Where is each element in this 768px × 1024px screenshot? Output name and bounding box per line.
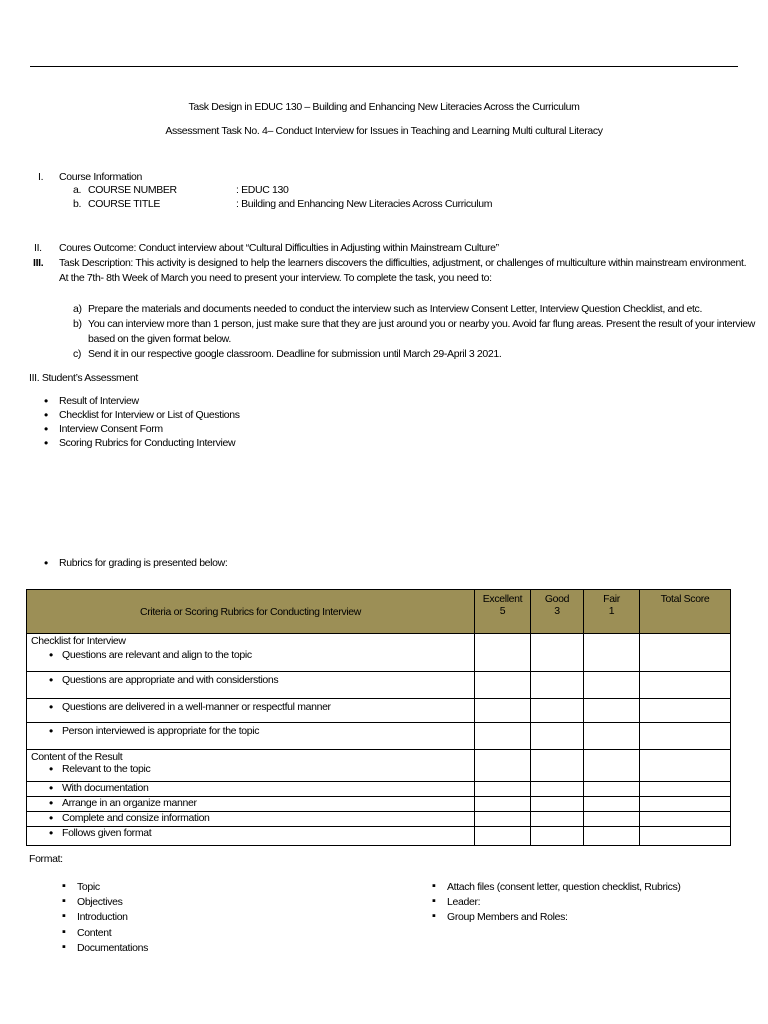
list-item: • Scoring Rubrics for Conducting Interview: [59, 437, 235, 449]
score-cell[interactable]: [640, 827, 731, 846]
criteria-cell: [27, 827, 475, 846]
format-item: ▪ Introduction: [77, 911, 128, 923]
criterion: • Complete and consize information: [31, 812, 474, 824]
criteria-cell: [27, 797, 475, 812]
table-row: [27, 797, 731, 812]
task-item: You can interview more than 1 person, just make sure that they are just around you or nearby you. Avoid far flung areas. Present the result of your interview: [88, 318, 756, 330]
task-text: This activity is designed to help the learners discovers the difficulties, adjustment, or challenges of multiculture within mainstream environment.: [133, 257, 747, 269]
table-row: [27, 672, 731, 699]
score-cell[interactable]: [640, 699, 731, 723]
criteria-cell: [27, 699, 475, 723]
total-header: Total Score: [640, 590, 731, 634]
score-cell[interactable]: [475, 812, 531, 827]
course-number-value: : EDUC 130: [236, 184, 289, 196]
header-rule: [30, 66, 738, 67]
score-cell[interactable]: [531, 812, 584, 827]
document-subtitle: Assessment Task No. 4– Conduct Interview for Issues in Teaching and Learning Multi cultural Literacy: [165, 125, 603, 137]
score-cell[interactable]: [475, 782, 531, 797]
excellent-label: Excellent: [482, 593, 523, 605]
score-cell[interactable]: [584, 723, 640, 750]
format-item: ▪ Objectives: [77, 896, 123, 908]
score-cell[interactable]: [584, 797, 640, 812]
outcome-text: Conduct interview about “Cultural Difficulties in Adjusting within Mainstream Culture”: [136, 242, 499, 254]
criteria-cell: [27, 812, 475, 827]
table-row: [27, 782, 731, 797]
list-marker: a.: [73, 184, 82, 196]
list-marker: b.: [73, 198, 82, 210]
score-cell[interactable]: [640, 797, 731, 812]
criterion: • Arrange in an organize manner: [31, 797, 474, 809]
table-header-row: [27, 590, 731, 634]
score-cell[interactable]: [584, 699, 640, 723]
score-cell[interactable]: [531, 672, 584, 699]
rubric-table: [26, 589, 731, 846]
score-cell[interactable]: [531, 782, 584, 797]
score-cell[interactable]: [531, 699, 584, 723]
score-cell[interactable]: [475, 827, 531, 846]
criteria-cell: [27, 782, 475, 797]
table-row: [27, 827, 731, 846]
excellent-header: [475, 590, 531, 634]
format-item: ▪ Content: [77, 927, 111, 939]
score-cell[interactable]: [584, 634, 640, 672]
score-cell[interactable]: [584, 827, 640, 846]
list-marker: a): [73, 303, 82, 315]
assessment-heading: III. Student’s Assessment: [29, 372, 138, 384]
rubric-note: • Rubrics for grading is presented below:: [59, 557, 227, 569]
criterion: • Relevant to the topic: [31, 763, 474, 775]
score-cell[interactable]: [475, 634, 531, 672]
format-item: ▪ Group Members and Roles:: [447, 911, 568, 923]
checklist-heading: Checklist for Interview: [31, 635, 126, 647]
criteria-cell: [27, 750, 475, 782]
table-row: [27, 723, 731, 750]
score-cell[interactable]: [475, 797, 531, 812]
table-row: [27, 750, 731, 782]
section-number: I.: [38, 171, 44, 183]
outcome-label: Coures Outcome:: [59, 242, 137, 254]
score-cell[interactable]: [640, 723, 731, 750]
criterion: • Questions are relevant and align to the topic: [31, 649, 474, 661]
outcome-line: [59, 242, 499, 254]
format-item: ▪ Documentations: [77, 942, 148, 954]
content-heading: Content of the Result: [31, 751, 123, 763]
criteria-cell: [27, 723, 475, 750]
course-number-label: COURSE NUMBER: [88, 184, 177, 196]
score-cell[interactable]: [640, 750, 731, 782]
score-cell[interactable]: [584, 672, 640, 699]
score-cell[interactable]: [475, 723, 531, 750]
format-item: ▪ Leader:: [447, 896, 480, 908]
fair-header: [584, 590, 640, 634]
format-item: ▪ Topic: [77, 881, 100, 893]
course-info-heading: Course Information: [59, 171, 142, 183]
course-title-label: COURSE TITLE: [88, 198, 161, 210]
score-cell[interactable]: [531, 750, 584, 782]
task-line-2: At the 7th- 8th Week of March you need to present your interview. To complete the task, you need to:: [59, 272, 492, 284]
list-item: • Checklist for Interview or List of Questions: [59, 409, 240, 421]
task-line-1: [59, 257, 746, 269]
document-title: Task Design in EDUC 130 – Building and Enhancing New Literacies Across the Curriculum: [188, 101, 580, 113]
score-cell[interactable]: [584, 782, 640, 797]
good-label: Good: [544, 593, 570, 605]
format-heading: Format:: [29, 853, 63, 865]
list-marker: b): [73, 318, 82, 330]
score-cell[interactable]: [531, 797, 584, 812]
score-cell[interactable]: [584, 750, 640, 782]
score-cell[interactable]: [640, 672, 731, 699]
score-cell[interactable]: [531, 827, 584, 846]
score-cell[interactable]: [475, 672, 531, 699]
good-header: [531, 590, 584, 634]
criterion: • With documentation: [31, 782, 474, 794]
section-number: II.: [34, 242, 42, 254]
table-row: [27, 699, 731, 723]
score-cell[interactable]: [475, 699, 531, 723]
list-item: • Interview Consent Form: [59, 423, 163, 435]
criteria-cell: [27, 634, 475, 672]
criteria-header: Criteria or Scoring Rubrics for Conducting Interview: [27, 590, 475, 634]
task-label: Task Description:: [59, 257, 133, 269]
good-points: 3: [554, 605, 560, 617]
section-number: III.: [33, 257, 44, 269]
criterion: • Questions are delivered in a well-manner or respectful manner: [31, 701, 474, 713]
score-cell[interactable]: [640, 782, 731, 797]
fair-label: Fair: [603, 593, 620, 605]
list-item: • Result of Interview: [59, 395, 139, 407]
criteria-cell: [27, 672, 475, 699]
score-cell[interactable]: [475, 750, 531, 782]
score-cell[interactable]: [584, 812, 640, 827]
fair-points: 1: [608, 605, 615, 617]
score-cell[interactable]: [531, 634, 584, 672]
score-cell[interactable]: [640, 634, 731, 672]
excellent-points: 5: [499, 605, 506, 617]
criterion: • Person interviewed is appropriate for the topic: [31, 725, 474, 737]
score-cell[interactable]: [531, 723, 584, 750]
table-row: [27, 634, 731, 672]
table-row: [27, 812, 731, 827]
task-item-continued: based on the given format below.: [88, 333, 231, 345]
format-item: ▪ Attach files (consent letter, question checklist, Rubrics): [447, 881, 681, 893]
task-item: Prepare the materials and documents needed to conduct the interview such as Interview Consent Letter, Interview Question Checklist, and etc.: [88, 303, 703, 315]
criterion: • Follows given format: [31, 827, 474, 839]
score-cell[interactable]: [640, 812, 731, 827]
course-title-value: : Building and Enhancing New Literacies Across Curriculum: [236, 198, 493, 210]
list-marker: c): [73, 348, 82, 360]
criterion: • Questions are appropriate and with considerstions: [31, 674, 474, 686]
task-item: Send it in our respective google classroom. Deadline for submission until March 29-April 3 2021.: [88, 348, 502, 360]
